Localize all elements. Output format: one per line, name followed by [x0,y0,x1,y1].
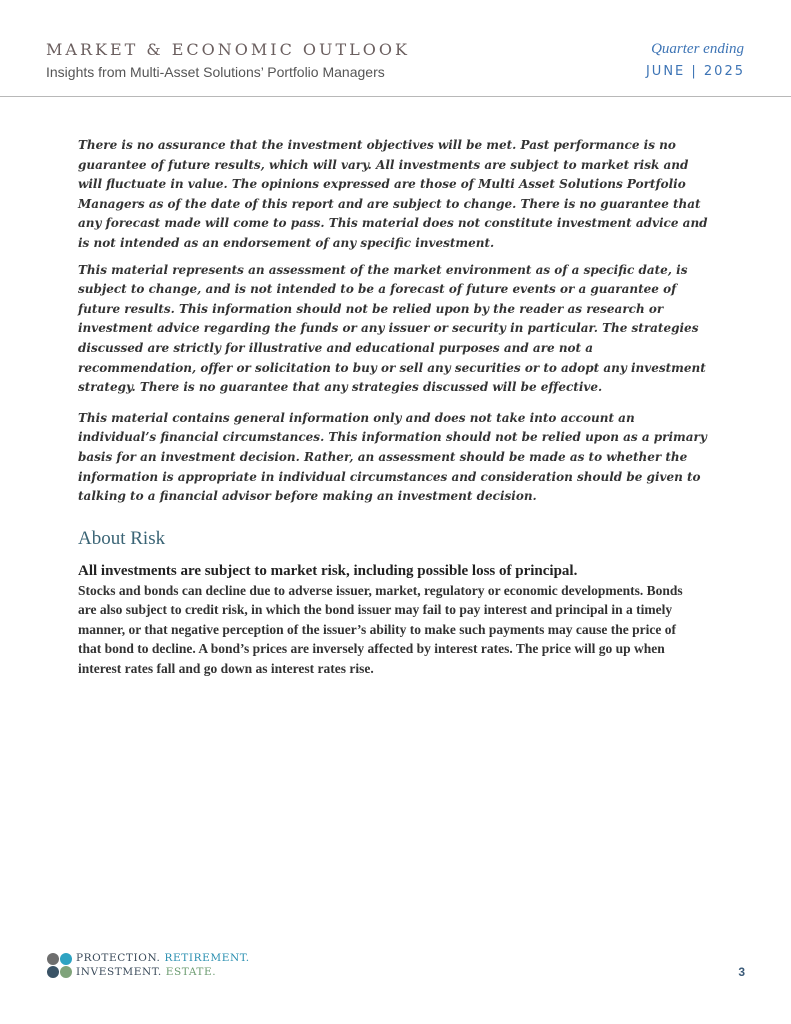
disclaimer-paragraph: This material represents an assessment of the market environment as of a specific date, is subject to change, and is not intended to be a forecast of future events or a guarantee of future results. This information should not be relied upon by the reader as research or investment advice regarding the funds or any issuer or security in particular. The strategies discussed are strictly for illustrative and educational purposes and are not a recommendation, offer or solicitation to buy or sell any securities or to adopt any investment strategy. There is no guarantee that any strategies discussed will be effective. [78,262,706,395]
logo-word-estate: ESTATE. [165,966,217,978]
logo-dot-gray [47,953,59,965]
logo-tagline-line2 [76,966,216,978]
main-content [78,136,710,679]
report-date: JUNE | 2025 [645,64,745,79]
logo-tagline-line1 [76,952,250,964]
report-subtitle: Insights from Multi-Asset Solutions’ Portfolio Managers [46,64,385,80]
risk-lead-sentence: All investments are subject to market risk, including possible loss of principal. [78,562,578,579]
page-number: 3 [738,965,745,979]
page-header [0,0,791,97]
logo-dot-navy [47,966,59,978]
report-title: MARKET & ECONOMIC OUTLOOK [46,40,410,59]
disclaimer-paragraph: This material contains general information only and does not take into account an individual’s financial circumstances. This information should not be relied upon as a primary basis for an investment decision. Rather, an assessment should be made as to whether the information is appropriate in individual circumstances and consideration should be given to talking to a financial advisor before making an investment decision. [78,410,707,504]
about-risk-heading: About Risk [78,527,166,549]
logo-word-retirement: RETIREMENT. [164,952,250,964]
logo-word-investment: INVESTMENT. [76,966,162,978]
logo-word-protection: PROTECTION. [76,952,161,964]
risk-body-paragraph: Stocks and bonds can decline due to adverse issuer, market, regulatory or economic developments. Bonds are also subject to credit risk, in which the bond issuer may fail to pay interest and principal in a timely manner, or that negative perception of the issuer’s ability to make such payments may cause the price of that bond to decline. A bond’s prices are inversely affected by interest rates. The price will go up when interest rates fall and go down as interest rates rise. [78,582,683,677]
company-logo [46,952,266,980]
quarter-label: Quarter ending [651,41,744,57]
disclaimer-paragraph: There is no assurance that the investment objectives will be met. Past performance is no guarantee of future results, which will vary. All investments are subject to market risk and will fluctuate in value. The opinions expressed are those of Multi Asset Solutions Portfolio Managers as of the date of this report and are subject to change. There is no guarantee that any forecast made will come to pass. This material does not constitute investment advice and is not intended as an endorsement of any specific investment. [78,138,708,250]
logo-dot-teal [60,953,72,965]
logo-dot-green [60,966,72,978]
